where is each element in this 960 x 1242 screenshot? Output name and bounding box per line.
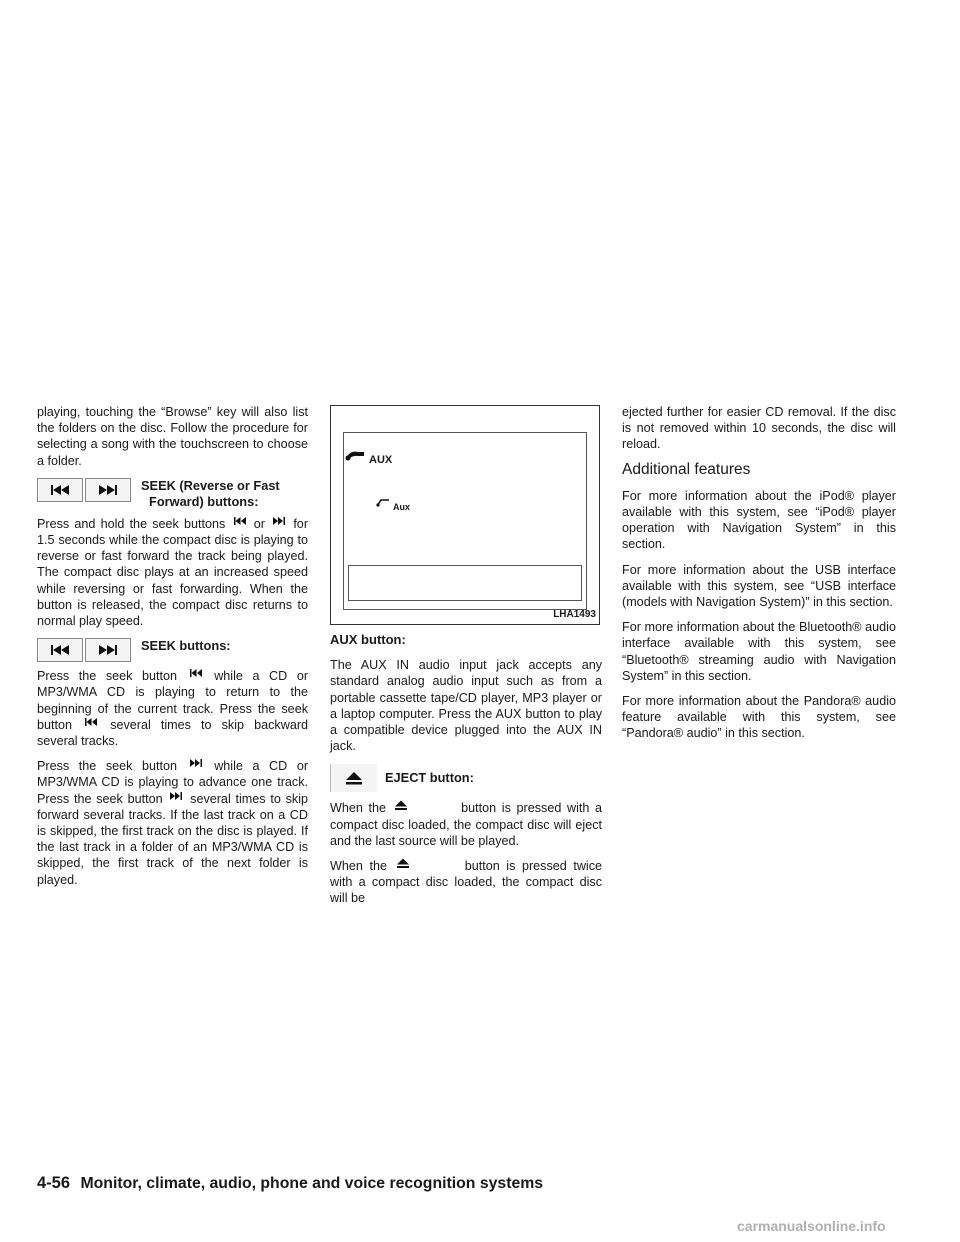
screen-bottom-bar (348, 565, 582, 601)
text-span: while a CD or MP3/WMA CD is playing to return to the beginning of the current track. Press the seek button (37, 669, 309, 732)
column-left (37, 404, 308, 897)
eject-heading: EJECT button: (385, 770, 474, 786)
section-title: Additional features (622, 460, 751, 478)
seek-ff-paragraph (37, 516, 308, 629)
seek-ff-heading-row (37, 478, 308, 510)
text-span: Press the seek button (37, 759, 178, 774)
eject-icon (396, 858, 410, 868)
chapter-title: Monitor, climate, audio, phone and voice recognition systems (80, 1175, 544, 1192)
seek-heading: SEEK buttons: (141, 638, 231, 654)
skip-back-icon (48, 484, 72, 496)
eject-continued-paragraph: ejected further for easier CD removal. If the disc is not removed within 10 seconds, the disc will reload. (622, 405, 896, 452)
seek-forward-paragraph (37, 758, 308, 888)
ipod-paragraph: For more information about the iPod® player available with this system, see “iPod® player operation with Navigation System” in this section. (622, 488, 896, 552)
seek-back-button-graphic (37, 638, 83, 662)
skip-forward-icon (96, 484, 120, 496)
figure-aux-title: AUX (369, 454, 393, 466)
figure-code: LHA1493 (553, 608, 596, 620)
eject-icon (345, 771, 363, 785)
skip-back-icon (189, 668, 203, 678)
aux-screen-figure (330, 405, 600, 625)
text-span: or (253, 516, 265, 531)
text-span: When the (330, 859, 387, 874)
skip-forward-icon (189, 758, 203, 768)
skip-back-icon (233, 516, 247, 526)
aux-paragraph: The AUX IN audio input jack accepts any standard analog audio input such as from a portable cassette tape/CD player, MP3 player or a laptop computer. Press the AUX button to play a compatible device plugged into the AUX IN jack. (330, 658, 602, 754)
page-footer (37, 1174, 543, 1193)
text-span: When the (330, 801, 387, 816)
text-span: Press the seek button (37, 669, 178, 684)
seek-heading-row (37, 638, 308, 662)
seek-ff-heading-line1: SEEK (Reverse or Fast (141, 477, 280, 493)
page-number: 4-56 (37, 1174, 71, 1192)
text-span: Press and hold the seek buttons (37, 516, 226, 531)
seek-back-button-graphic (37, 478, 83, 502)
skip-back-icon (84, 717, 98, 727)
column-middle (330, 405, 602, 916)
text-span: for 1.5 seconds while the compact disc is playing to reverse or fast forward the track being played. The compact disc plays at an increased speed while reversing or fast forwarding. When the button is released, the compact disc returns to normal play speed. (37, 516, 309, 629)
skip-forward-icon (272, 516, 286, 526)
seek-ff-heading (141, 478, 280, 510)
intro-paragraph: playing, touching the “Browse” key will also list the folders on the disc. Follow the procedure for selecting a song with the touchscreen to choose a folder. (37, 405, 308, 468)
eject-button-graphic (330, 764, 377, 792)
figure-aux-source: Aux (393, 502, 411, 512)
usb-paragraph: For more information about the USB interface available with this system, see “USB interface (models with Navigation System)” in this section. (622, 562, 896, 610)
seek-back-paragraph (37, 668, 308, 749)
aux-plug-icon (375, 497, 391, 507)
text-span: several times to skip forward several tracks. If the last track on a CD is skipped, the first track on the disc is played. If the last track in a folder of an MP3/WMA CD is skipped, the first track of the next folder is played. (37, 791, 309, 887)
text-span: button is pressed with a compact disc loaded, the compact disc will eject and the last source will be played. (330, 801, 603, 848)
text-span: button is pressed twice with a compact disc loaded, the compact disc will be (330, 859, 603, 906)
text-span: while a CD or MP3/WMA CD is playing to advance one track. Press the seek button (37, 759, 309, 806)
aux-plug-icon (344, 448, 366, 462)
pandora-paragraph: For more information about the Pandora® audio feature available with this system, see “Pandora® audio” in this section. (622, 694, 896, 741)
eject-paragraph-1 (330, 800, 602, 849)
eject-icon (394, 800, 408, 810)
aux-heading: AUX button: (330, 632, 406, 647)
skip-forward-icon (96, 644, 120, 656)
seek-forward-button-graphic (85, 478, 131, 502)
text-span: several times to skip backward several tracks. (37, 717, 309, 749)
seek-forward-button-graphic (85, 638, 131, 662)
watermark: carmanualsonline.info (737, 1218, 886, 1234)
eject-heading-row (330, 764, 602, 792)
seek-ff-heading-line2: Forward) buttons: (149, 493, 259, 509)
column-right (622, 404, 896, 751)
eject-paragraph-2 (330, 858, 602, 907)
bluetooth-paragraph: For more information about the Bluetooth® audio interface available with this system, see “Bluetooth® streaming audio with Navigation System” in this section. (622, 620, 896, 683)
skip-forward-icon (169, 791, 183, 801)
skip-back-icon (48, 644, 72, 656)
